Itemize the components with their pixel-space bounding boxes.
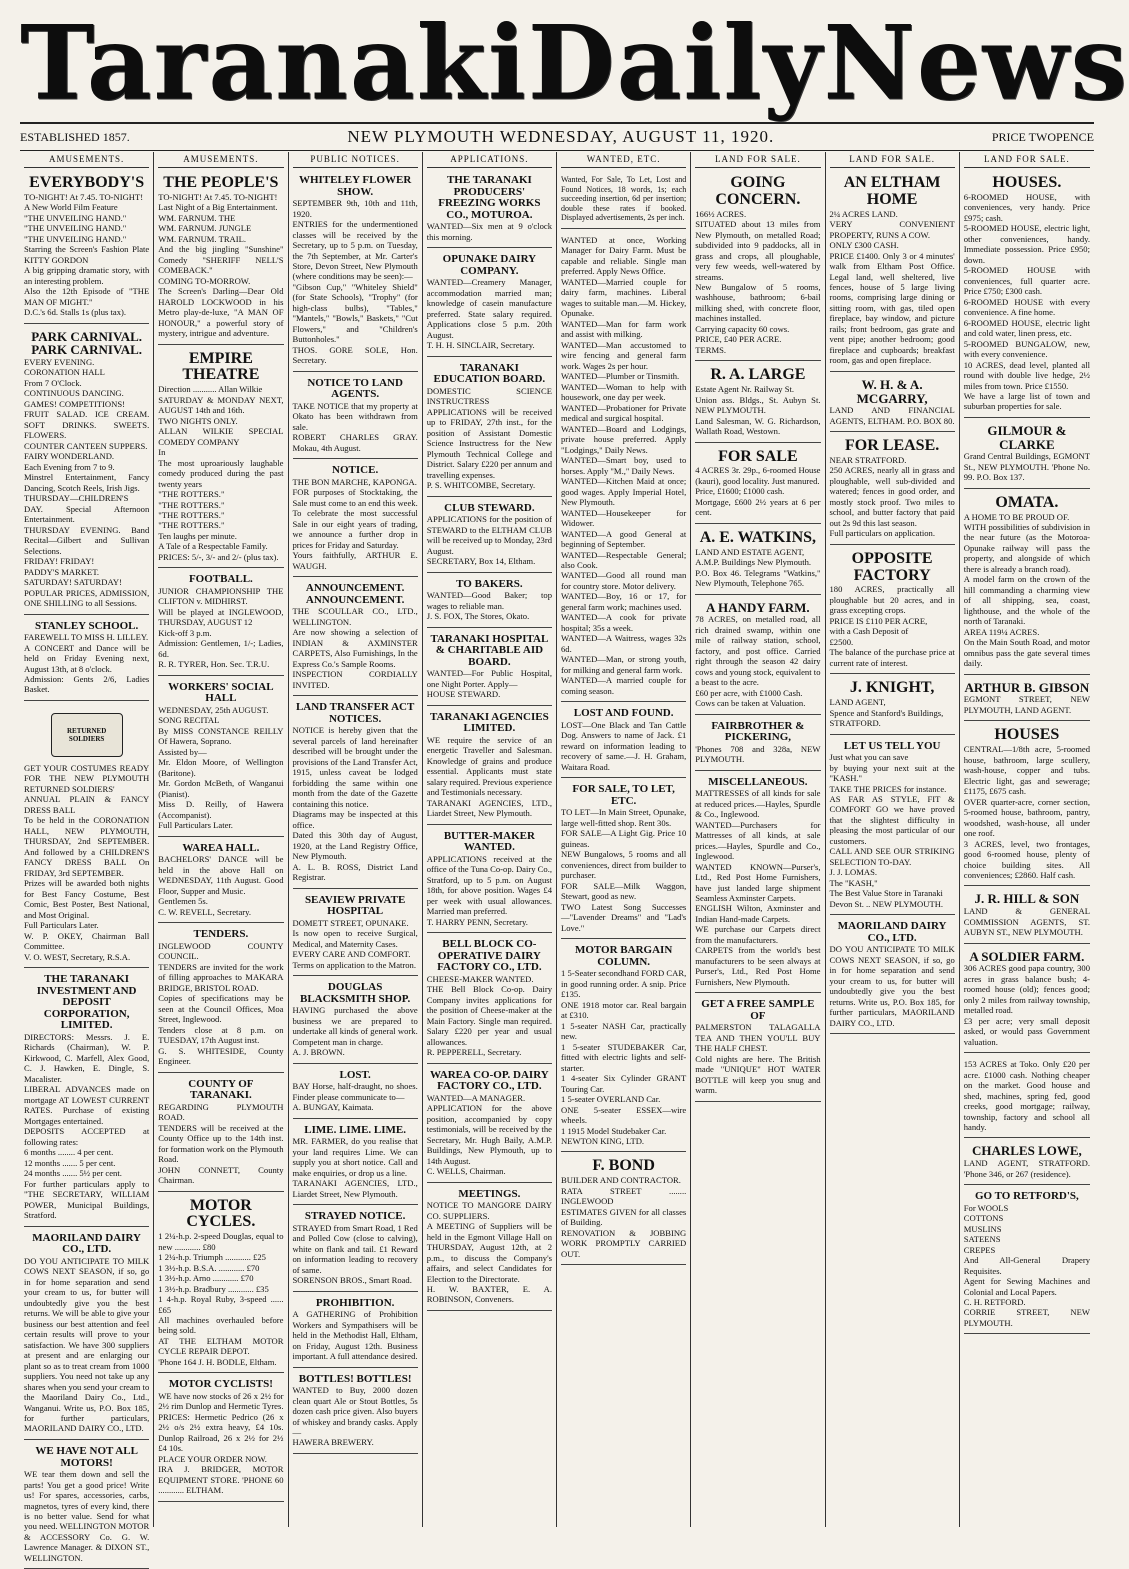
ad-heading: W. H. & A. MCGARRY,	[856, 376, 928, 406]
ad-heading: WAREA HALL.	[182, 841, 260, 854]
advertisement	[158, 1376, 283, 1501]
ad-body: 1 2¼-h.p. 2-speed Douglas, equal to new ............ £80 1 2¼-h.p. Triumph ............ £25 1 3½-h.p. B.S.A. ............ £70 1 3½-h.p. Arno ............ £70 1 3½-h.p. Bradbury ............ £35 1 4-h.p. Royal Ruby, 3-speed ...... £65 All machines overhauled before being sold. AT THE ELTHAM MOTOR CYCLE REPAIR DEPOT. 'Phone 164 J. H. BODLE, Eltham.	[158, 1231, 284, 1367]
ad-body: NEAR STRATFORD. 250 ACRES, nearly all in grass and ploughable, well sub-divided and watered; fences in good order, and mostly stock proof. Two miles to school, and butter factory that paid out 2s 9d this last season. Full particulars on application.	[829, 454, 955, 539]
ad-body: NOTICE TO MANGORE DAIRY CO. SUPPLIERS. A MEETING of Suppliers will be held in the Egmont Village Hall on THURSDAY, August 12th, at 2 p.m., to discuss the Company's affairs, and select Candidates for Election to the Directorate. H. W. BAXTER, E. A. ROBINSON, Conveners.	[426, 1200, 552, 1305]
ad-body: APPLICATIONS for the position of STEWARD to the ELTHAM CLUB will be received up to Monday, 23rd August. SECRETARY, Box 14, Eltham.	[426, 514, 552, 567]
masthead-word-3: News	[823, 2, 1129, 124]
ad-heading: MOTOR BARGAIN COLUMN.	[574, 944, 673, 968]
column-3	[289, 152, 423, 1527]
ad-body: 78 ACRES, on metalled road, all rich drained swamp, within one mile of railway station, school, factory, and post office. Carried right through the season 42 dairy cows and young stock, equivalent to a beast to the acre. £60 per acre, with £1000 Cash. Cows can be taken at Valuation.	[695, 614, 821, 709]
ad-body: STRAYED from Smart Road, 1 Red and Polled Cow (close to calving), white on flank and tail. £1 Reward on information leading to recovery of same. SORENSON BROS., Smart Road.	[292, 1222, 418, 1286]
advertisement	[293, 172, 418, 372]
price: PRICE TWOPENCE	[991, 129, 1094, 144]
ad-heading: TARANAKI HOSPITAL & CHARITABLE AID BOARD.	[430, 632, 549, 668]
ad-heading: MOTOR CYCLISTS!	[168, 1378, 273, 1391]
ad-heading: OPPOSITE FACTORY	[851, 549, 933, 584]
ad-heading: OMATA.	[995, 493, 1059, 511]
ad-heading: COUNTY OF TARANAKI.	[188, 1077, 254, 1102]
advertisement	[427, 709, 552, 825]
advertisement	[695, 364, 820, 442]
ad-body: 1 5-Seater secondhand FORD CAR, in good running order. A snip. Price £135. ONE 1918 motor car. Real bargain at £310. 1 5-seater NASH Car, practically new. 1 5-seater STUDEBAKER Car, fitted with electric lights and self-starter. 1 4-seater Six Cylinder GRANT Touring Car. 1 5-seater OVERLAND Car. ONE 5-seater ESSEX—wire wheels. 1 1915 Model Studebaker Car. NEWTON KING, LTD.	[561, 968, 687, 1146]
ad-body: SEPTEMBER 9th, 10th and 11th, 1920. ENTRIES for the undermentioned classes will be received by the Secretary, up to 5 p.m. on Tuesday, the 7th September, at Mr. Carter's Store, Devon Street, New Plymouth (where conditions may be seen):— "Gibson Cup," "Whiteley Shield" (for State Schools), "Trophy" (for high-class bulbs), "Tables," "Mantels," "Bowls," Baskets," "Cut Flowers," and "Children's Buttonholes." THOS. GORE SOLE, Hon. Secretary.	[292, 198, 418, 366]
advertisement	[293, 1295, 418, 1368]
ad-heading: BOTTLES! BOTTLES!	[298, 1372, 412, 1385]
ad-body: GET YOUR COSTUMES READY FOR THE NEW PLYMOUTH RETURNED SOLDIERS' ANNUAL PLAIN & FANCY DRESS BALL To be held in the CORONATION HALL, NEW PLYMOUTH, THURSDAY, 2nd SEPTEMBER. And followed by a CHILDREN'S FANCY DRESS BALL On FRIDAY, 3rd SEPTEMBER. Prizes will be awarded both nights for Best Fancy Costume, Best Comic, Best Poster, Best National, and Most Original. Full Particulars Later. W. P. OKEY, Chairman Ball Committee. V. O. WEST, Secretary, R.S.A.	[24, 762, 150, 962]
advertisement	[695, 446, 820, 524]
advertisement	[830, 548, 955, 674]
ad-heading: WHITELEY FLOWER SHOW.	[298, 174, 412, 198]
advertisement	[427, 1186, 552, 1311]
ad-body: TO-NIGHT! At 7.45. TO-NIGHT! Last Night of a Big Entertainment. WM. FARNUM. THE WM. FARNUM. JUNGLE WM. FARNUM. TRAIL. And the big jingling "Sunshine" Comedy "SHERIFF NELL'S COMEBACK." COMING TO-MORROW. The Screen's Darling—Dear Old HAROLD LOCKWOOD in his Metro play-de-luxe, "A MAN OF HONOUR," a powerful story of mystery, intrigue and adventure.	[158, 191, 284, 339]
ad-heading: FAIRBROTHER & PICKERING,	[711, 719, 805, 744]
advertisement	[830, 677, 955, 734]
advertisement	[830, 918, 955, 1034]
ad-heading: AN ELTHAM HOME	[843, 174, 941, 208]
ad-heading: PARK CARNIVAL. PARK CARNIVAL.	[31, 328, 142, 358]
masthead-word-2: Daily	[527, 2, 824, 124]
ad-heading: TO BAKERS.	[456, 577, 523, 590]
advertisement	[24, 704, 149, 968]
ad-body: JUNIOR CHAMPIONSHIP THE CLIFTON v. MIDHIRST. Will be played at INGLEWOOD, THURSDAY, AUGUST 12 Kick-off 3 p.m. Admission: Gentlemen, 1/-; Ladies, 6d. R. R. TYRER, Hon. Sec. T.R.U.	[158, 585, 284, 670]
advertisement	[561, 942, 686, 1152]
advertisement	[24, 1443, 149, 1569]
advertisement	[158, 840, 283, 923]
ad-heading: F. BOND	[592, 1157, 655, 1175]
ad-heading: HOUSES	[994, 726, 1060, 744]
ad-body: 4 ACRES 3r. 29p., 6-roomed House (kauri), good locality. Just manured. Price, £1600; £1000 cash. Mortgage, £600 2½ years at 6 per cent.	[695, 465, 821, 518]
ad-heading: A HANDY FARM.	[706, 599, 810, 615]
advertisement	[964, 492, 1090, 675]
ad-heading: THE TARANAKI INVESTMENT AND DEPOSIT CORPORATION, LIMITED.	[36, 973, 137, 1032]
ad-body: WANTED—Creamery Manager, accommodation married man; knowledge of casein manufacture preferred. State salary required. Applications close 5 p.m. 20th August. T. H. H. SINCLAIR, Secretary.	[426, 277, 552, 351]
ad-body: TO LET—In Main Street, Opunake, large well-fitted shop. Rent 30s. FOR SALE—A Light Gig. Price 10 guineas. NEW Bungalows, 5 rooms and all conveniences, direct from builder to purchaser. FOR SALE—Milk Waggon, Stewart, good as new. TWO Latest Song Successes—"Lavender Dreams" and "Lad's Love."	[561, 807, 687, 933]
ad-body: DOMESTIC SCIENCE INSTRUCTRESS APPLICATIONS will be received up to FRIDAY, 27th inst., for the position of Assistant Domestic Science Instructress for the New Plymouth Technical College and District. Salary £220 per annum and travelling expenses. P. S. WHITCOMBE, Secretary.	[426, 385, 552, 491]
column-heading: LAND FOR SALE.	[830, 152, 955, 168]
ad-body: EGMONT STREET, NEW PLYMOUTH, LAND AGENT.	[963, 694, 1090, 715]
column-1	[20, 152, 154, 1563]
ad-body: TAKE NOTICE that my property at Okato has been withdrawn from sale. ROBERT CHARLES GRAY. Mokau, 4th August.	[292, 400, 418, 453]
ad-body: BUILDER AND CONTRACTOR. RATA STREET ........ INGLEWOOD ESTIMATES GIVEN for all classes of Building. RENOVATION & JOBBING WORK PROMPTLY CARRIED OUT.	[561, 1175, 687, 1259]
masthead	[20, 2, 1129, 124]
ad-heading: GO TO RETFORD'S,	[974, 1190, 1079, 1203]
advertisement	[695, 996, 820, 1101]
advertisement	[158, 926, 283, 1072]
advertisement	[695, 718, 820, 771]
ad-heading: HOUSES.	[992, 174, 1062, 191]
ad-heading: FOR LEASE.	[845, 437, 940, 455]
ad-heading: PROHIBITION.	[315, 1296, 395, 1309]
advertisement	[427, 828, 552, 933]
advertisement	[24, 327, 149, 615]
columns	[20, 152, 1094, 1563]
advertisement	[561, 705, 686, 778]
advertisement	[695, 598, 820, 715]
ad-heading: GET A FREE SAMPLE OF	[701, 998, 815, 1022]
advertisement	[561, 232, 686, 702]
advertisement	[830, 738, 955, 916]
ad-body: NOTICE is hereby given that the several parcels of land hereinafter described will be brought under the provisions of the Land Transfer Act, 1915, unless caveat be lodged forbidding the same within one month from the date of the Gazette containing this notice. Diagrams may be inspected at this office. Dated this 30th day of August, 1920, at the Land Registry Office, New Plymouth. A. L. B. ROSS, District Land Registrar.	[292, 725, 418, 883]
ad-heading: TARANAKI EDUCATION BOARD.	[433, 361, 546, 386]
ad-heading: LAND TRANSFER ACT NOTICES.	[295, 701, 415, 725]
advertisement	[158, 1076, 283, 1192]
ad-heading: MAORILAND DAIRY CO., LTD.	[32, 1231, 141, 1256]
column-heading: LAND FOR SALE.	[964, 152, 1090, 168]
ad-heading: GOING CONCERN.	[715, 174, 801, 208]
ad-heading: J. KNIGHT,	[849, 679, 935, 697]
ad-body: WANTED to Buy, 2000 dozen clean quart Ale or Stout Bottles, 5s dozen cash price given. Also buyers of whiskey and brandy casks. Apply— HAWERA BREWERY.	[292, 1385, 418, 1448]
ad-body: WANTED—Good Baker; top wages to reliable man. J. S. FOX, The Stores, Okato.	[426, 590, 552, 622]
dateline	[20, 122, 1094, 151]
advertisement	[830, 375, 955, 432]
advertisement	[427, 631, 552, 706]
ad-body: A GATHERING of Prohibition Workers and Sympathisers will be held in the Methodist Hall, Eltham, on Friday, August 12th. Business important. A full attendance desired.	[292, 1309, 418, 1362]
date-line-center: NEW PLYMOUTH WEDNESDAY, AUGUST 11, 1920.	[347, 127, 775, 146]
ad-body: HAVING purchased the above business we are prepared to undertake all kinds of general work. Competent man in charge. A. J. BROWN.	[292, 1005, 418, 1058]
advertisement	[964, 1141, 1090, 1185]
ad-heading: DOUGLAS BLACKSMITH SHOP.	[300, 981, 411, 1005]
returned-soldiers-logo: RETURNED SOLDIERS	[51, 713, 123, 757]
advertisement	[158, 172, 283, 345]
advertisement	[158, 1195, 283, 1374]
ad-heading: BUTTER-MAKER WANTED.	[443, 829, 535, 854]
ad-body: Wanted, For Sale, To Let, Lost and Found Notices, 18 words, 1s; each succeeding insertion, 6d per insertion; double these rates if booked. Displayed advertisements, 2s per inch.	[561, 175, 687, 223]
column-heading: PUBLIC NOTICES.	[293, 152, 418, 168]
column-4	[423, 152, 557, 1527]
ad-heading: STANLEY SCHOOL.	[34, 619, 139, 632]
ad-body: For WOOLS COTTONS MUSLINS SATEENS CREPES And All-General Drapery Requisites. Agent for Sewing Machines and Colonial and Local Papers. C. H. RETFORD. CORRIE STREET, NEW PLYMOUTH.	[963, 1202, 1090, 1328]
ad-heading: TARANAKI AGENCIES LIMITED.	[430, 710, 549, 735]
ad-heading: R. A. LARGE	[710, 366, 806, 384]
advertisement	[964, 678, 1090, 722]
advertisement	[24, 618, 149, 701]
column-heading: LAND FOR SALE.	[695, 152, 820, 168]
advertisement	[427, 172, 552, 248]
ad-heading: CLUB STEWARD.	[444, 501, 535, 514]
advertisement	[427, 360, 552, 497]
ad-heading: LOST.	[339, 1068, 371, 1081]
ad-body: THE SCOULLAR CO., LTD., WELLINGTON. Are now showing a selection of INDIAN & AXMINSTER CARPETS, Also Furnishings, In the Express Co.'s Sample Rooms. INSPECTION CORDIALLY INVITED.	[292, 606, 418, 690]
ad-body: DO YOU ANTICIPATE TO MILK COWS NEXT SEASON, if so, go in for home separation and send your cream to us, for butter will undoubtedly give you the best returns. We will be able to give your business our best attention and feel certain results will prove to your satisfaction. We have 300 suppliers at present and are enlarging our plant so as to treat cream from 1000 suppliers. You need not take up any shares when you send your cream to the Maoriland Dairy Co., Ltd., Wanganui. Write us, P.O. Box 185, for further particulars, MAORILAND DAIRY CO., LTD.	[24, 1255, 150, 1434]
column-5	[557, 152, 691, 1527]
ad-heading: OPUNAKE DAIRY COMPANY.	[442, 253, 537, 277]
advertisement	[24, 172, 149, 324]
ad-heading: SEAVIEW PRIVATE HOSPITAL	[304, 893, 406, 918]
ad-body: THE BON MARCHE, KAPONGA. FOR purposes of Stocktaking, the Sale must come to an end this week. To celebrate the most successful Sale in our eight years of trading, we announce a further drop in prices for Friday and Saturday. Yours faithfully, ARTHUR E. WAUGH.	[292, 476, 418, 571]
advertisement	[561, 1155, 686, 1265]
advertisement	[830, 172, 955, 372]
ad-heading: THE PEOPLE'S	[163, 174, 279, 191]
ad-body: MATTRESSES of all kinds for sale at reduced prices.—Hayles, Spurdle & Co., Inglewood. WANTED—Purchasers for Mattresses of all kinds, at sale prices.—Hayles, Spurdle and Co., Inglewood. WANTED KNOWN—Purser's, Ltd., Red Post Home Furnishers, have just landed large shipment Seamless Axminster Carpets. ENGLISH Wilton, Axminster and Indian Hand-made Carpets. WE purchase our Carpets direct from the manufacturers. CARPETS from the world's best manufacturers to be seen always at Purser's, Ltd., Red Post Home Furnishers, New Plymouth.	[695, 788, 821, 987]
ad-body: WE require the service of an energetic Traveller and Salesman. Knowledge of grains and produce essential. Applicants must state salary required. Previous experience and Testimonials necessary. TARANAKI AGENCIES, LTD., Liardet Street, New Plymouth.	[426, 734, 552, 819]
ad-heading: MOTOR CYCLES.	[186, 1196, 256, 1231]
column-heading: AMUSEMENTS.	[158, 152, 283, 168]
ad-body: LAND AGENT, Spence and Stanford's Buildings, STRATFORD.	[829, 697, 944, 729]
advertisement	[695, 774, 820, 994]
ad-body: A HOME TO BE PROUD OF. WITH possibilities of subdivision in the near future (as the Motoroa-Opunake railway will pass the property, and alongside of which there is already a branch road). A model farm on the crown of the hill commanding a charming view of all shipping, sea, coast, lighthouse, and the whole of the north of Taranaki. AREA 119¼ ACRES. On the Main South Road, and motor omnibus pass the gate several times daily.	[963, 511, 1090, 669]
advertisement	[964, 1188, 1090, 1334]
advertisement	[427, 500, 552, 573]
ad-heading: A. E. WATKINS,	[699, 528, 817, 546]
ad-heading: GILMOUR & CLARKE	[987, 422, 1067, 452]
advertisement	[964, 1056, 1090, 1138]
advertisement	[964, 421, 1090, 489]
advertisement	[158, 571, 283, 675]
advertisement	[964, 947, 1090, 1054]
ad-body: Just what you can save by buying your next suit at the "KASH." TAKE THE PRICES for instance. AS FAR AS STYLE, FIT & COMFORT GO we have proved that the slightest difficulty in pleasing the most particular of our customers. CALL AND SEE OUR STRIKING SELECTION TO-DAY. J. J. LOMAS. The "KASH," The Best Value Store in Taranaki Devon St. .. NEW PLYMOUTH.	[829, 752, 955, 909]
ad-body: WANTED—A MANAGER. APPLICATION for the above position, accompanied by copy testimonials, will be received by the Secretary, Mr. Hugh Baily, A.M.P. Buildings, New Plymouth, up to 14th August. C. WELLS, Chairman.	[426, 1092, 552, 1177]
ad-heading: THE TARANAKI PRODUCERS' FREEZING WORKS CO., MOTUROA.	[438, 174, 541, 221]
ad-body: DO YOU ANTICIPATE TO MILK COWS NEXT SEASON, if so, go in for home separation and send your cream to us, for butter will undoubtedly give you the best returns. Write us, P.O. Box 185, for further particulars, MAORILAND DAIRY CO., LTD.	[829, 944, 955, 1028]
column-heading: AMUSEMENTS.	[24, 152, 149, 168]
ad-body: LAND AND FINANCIAL AGENTS, ELTHAM. P.O. BOX 80.	[829, 405, 955, 426]
ad-body: INGLEWOOD COUNTY COUNCIL. TENDERS are invited for the work of filling approaches to MAKARA BRIDGE, BRISTOL ROAD. Copies of specifications may be seen at the Council Offices, Moa Street, Inglewood. Tenders close at 8 p.m. on TUESDAY, 17th August inst. G. S. WHITESIDE, County Engineer.	[158, 940, 284, 1067]
ad-body: Grand Central Buildings, EGMONT St., NEW PLYMOUTH. 'Phone No. 99. P.O. Box 137.	[963, 451, 1090, 483]
ad-body: WANTED—For Public Hospital, one Night Porter. Apply— HOUSE STEWARD.	[426, 668, 552, 700]
ad-heading: LIME. LIME. LIME.	[304, 1123, 406, 1136]
advertisement	[24, 971, 149, 1226]
ad-body: Direction ........... Allan Wilkie SATURDAY & MONDAY NEXT, AUGUST 14th and 16th. TWO NIGHTS ONLY. ALLAN WILKIE SPECIAL COMEDY COMPANY In The most uproariously laughable comedy produced during the past twenty years "THE ROTTERS." "THE ROTTERS." "THE ROTTERS." "THE ROTTERS." Ten laughs per minute. A Tale of a Respectable Family. PRICES: 5/-, 3/- and 2/- (plus tax).	[158, 384, 284, 562]
advertisement	[293, 580, 418, 696]
ad-body: MR. FARMER, do you realise that your land requires Lime. We can supply you at short notice. Call and make enquiries, or drop us a line. TARANAKI AGENCIES, LTD., Liardet Street, New Plymouth.	[292, 1136, 418, 1199]
advertisement	[427, 1067, 552, 1183]
ad-body: REGARDING PLYMOUTH ROAD. TENDERS will be received at the County Office up to the 14th inst. for formation work on the Plymouth Road. JOHN CONNETT, County Chairman.	[158, 1101, 284, 1186]
advertisement	[427, 936, 552, 1064]
ad-heading: TENDERS.	[193, 928, 249, 941]
ad-heading: FOOTBALL.	[188, 573, 253, 586]
ad-heading: ANNOUNCEMENT. ANNOUNCEMENT.	[305, 582, 405, 606]
column-7	[826, 152, 960, 1527]
ad-body: 180 ACRES, practically all ploughable but 20 acres, and in grass excepting crops. PRICE IS £110 PER ACRE, with a Cash Deposit of £2500. The balance of the purchase price at current rate of interest.	[829, 584, 955, 668]
ad-heading: J. R. HILL & SON	[974, 891, 1080, 907]
ad-heading: BELL BLOCK CO-OPERATIVE DAIRY FACTORY CO., LTD.	[437, 938, 542, 974]
ad-heading: LOST AND FOUND.	[573, 707, 674, 720]
advertisement	[964, 172, 1090, 418]
ad-body: Estate Agent Nr. Railway St. Union ass. Bldgs., St. Aubyn St. NEW PLYMOUTH. Land Salesman, W. G. Richardson, Wallath Road, Westown.	[695, 384, 821, 437]
advertisement	[293, 462, 418, 577]
advertisement	[695, 527, 820, 595]
ad-body: 306 ACRES good papa country, 300 acres in grass balance bush; 4-roomed house (old); fences good; only 2 miles from railway township, metalled road. £3 per acre; very small deposit asked, or would pass Government valuation.	[963, 963, 1090, 1047]
ad-heading: WORKERS' SOCIAL HALL	[168, 680, 274, 705]
advertisement	[24, 1230, 149, 1440]
ad-body: APPLICATIONS received at the office of the Tuna Co-op. Dairy Co., Stratford, up to 5 p.m. on August 18th, for above position. Wages £4 per week with usual allowances. Married man preferred. T. HARRY PENN, Secretary.	[426, 853, 552, 927]
advertisement	[964, 724, 1090, 886]
ad-body: DIRECTORS: Messrs. J. E. Richards (Chairman), W. P. Kirkwood, C. Marfell, Alex Good, C. J. Hawken, E. Dingle, S. Macalister. LIBERAL ADVANCES made on mortgage AT LOWEST CURRENT RATES. Purchase of existing Mortgages entertained. DEPOSITS ACCEPTED at following rates: 6 months ........ 4 per cent. 12 months ....... 5 per cent. 24 months ....... 5½ per cent. For further particulars apply to "THE SECRETARY, WILLIAM POWER, Municipal Buildings, Stratford.	[24, 1031, 150, 1221]
advertisement	[293, 1122, 418, 1205]
advertisement	[293, 1208, 418, 1291]
advertisement	[427, 251, 552, 356]
advertisement	[964, 889, 1090, 943]
column-heading: APPLICATIONS.	[427, 152, 552, 168]
ad-heading: MISCELLANEOUS.	[708, 775, 808, 788]
ad-heading: CHARLES LOWE,	[971, 1143, 1082, 1159]
ad-body: WANTED—Six men at 9 o'clock this morning.	[426, 221, 552, 242]
ad-body: 2¼ ACRES LAND. VERY CONVENIENT PROPERTY, RUNS A COW. ONLY £300 CASH. PRICE £1400. Only 3 or 4 minutes' walk from Eltham Post Office. Legal land, well sheltered, live fences, house of 5 large living rooms, comprising large dining or sitting room, with gas, tiled open fireplace, bay window, and picture rails; front bedroom, gas grate and vent pipe; another bedroom; good fireplace and cupboards; breakfast room, gas and open fireplace.	[829, 208, 955, 366]
ad-heading: WE HAVE NOT ALL MOTORS!	[35, 1444, 138, 1469]
ad-heading: STRAYED NOTICE.	[304, 1210, 406, 1223]
ad-body: PALMERSTON TALAGALLA TEA AND THEN YOU'LL BUY THE HALF CHEST. Cold nights are here. The British made "UNIQUE" HOT WATER BOTTLE will keep you snug and warm.	[695, 1022, 821, 1096]
ad-body: 153 ACRES at Toko. Only £20 per acre. £1000 cash. Nothing cheaper on the market. Good house and shed, machines, spring fed, good creeks, good mortgage; railway, township, factory and school all handy.	[963, 1059, 1090, 1132]
masthead-word-1: Taranaki	[20, 2, 528, 124]
ad-heading: FOR SALE	[718, 447, 798, 465]
ad-body: LAND AGENT, STRATFORD. 'Phone 346, or 267 (residence).	[963, 1158, 1090, 1179]
advertisement	[561, 781, 686, 939]
ad-body: LOST—One Black and Tan Cattle Dog. Answers to name of Jack. £1 reward on information leading to recovery of same.—J. H. Graham, Waitara Road.	[561, 719, 687, 772]
advertisement	[830, 435, 955, 545]
ad-body: LAND AND ESTATE AGENT, A.M.P. Buildings New Plymouth. P.O. Box 46. Telegrams "Watkins," New Plymouth, Telephone 765.	[695, 546, 821, 589]
ad-heading: EMPIRE THEATRE	[182, 349, 260, 384]
ad-body: 166½ ACRES. SITUATED about 13 miles from New Plymouth, on metalled Road; subdivided into 9 paddocks, all in grass and crops, all ploughable, very few weeds, well-watered by streams. New Bungalow of 5 rooms, washhouse, bathroom; 6-bail milking shed, with concrete floor, machines installed. Carrying capacity 60 cows. PRICE, £40 PER ACRE. TERMS.	[695, 208, 821, 355]
advertisement	[561, 172, 686, 229]
ad-heading: LET US TELL YOU	[843, 739, 941, 752]
column-heading: WANTED, ETC.	[561, 152, 686, 168]
ad-heading: WAREA CO-OP. DAIRY FACTORY CO., LTD.	[430, 1068, 549, 1093]
ad-body: TO-NIGHT! At 7.45. TO-NIGHT! A New World Film Feature "THE UNVEILING HAND." "THE UNVEILING HAND." "THE UNVEILING HAND." Starring the Screen's Fashion Plate KITTY GORDON A big gripping dramatic story, with an interesting problem. Also the 12th Episode of "THE MAN OF MIGHT." D.C.'s 6d. Stalls 1s (plus tax).	[24, 191, 150, 318]
ad-body: EVERY EVENING. CORONATION HALL From 7 O'Clock. CONTINUOUS DANCING. GAMES! COMPETITIONS! FRUIT SALAD. ICE CREAM. SOFT DRINKS. SWEETS. FLOWERS. COUNTER CANTEEN SUPPERS. FAIRY WONDERLAND. Each Evening from 7 to 9. Minstrel Entertainment, Fancy Dancing, Scotch Reels, Irish Jigs. THURSDAY—CHILDREN'S DAY. Special Afternoon Entertainment. THURSDAY EVENING. Band Recital—Gilbert and Sullivan Selections. FRIDAY! FRIDAY! PADDY'S MARKET. SATURDAY! SATURDAY! POPULAR PRICES, ADMISSION, ONE SHILLING to all Sessions.	[24, 356, 150, 609]
column-8	[960, 152, 1094, 1527]
ad-body: 'Phones 708 and 328a, NEW PLYMOUTH.	[695, 743, 821, 765]
advertisement	[293, 375, 418, 460]
advertisement	[695, 172, 820, 361]
ad-body: WE tear them down and sell the parts! You get a good price! Write us! For spares, accessories, carbs, magnetos, tyres of every kind, there is no better value. Send for what you need. WELLINGTON MOTOR & ACCESSORY Co. G. W. Lawrence Manager. & DIXON ST., WELLINGTON.	[24, 1469, 150, 1563]
ad-body: BACHELORS' DANCE will be held in the above Hall on WEDNESDAY, 11th August. Good Floor, Supper and Music. Gentlemen 5s. C. W. REVELL, Secretary.	[158, 854, 284, 917]
advertisement	[293, 699, 418, 888]
advertisement	[293, 1067, 418, 1119]
established: ESTABLISHED 1857.	[20, 129, 130, 144]
ad-body: CENTRAL—1/8th acre, 5-roomed house, bathroom, large scullery, wash-house, copper and tubs. Electric light, gas and sewerage; £1175, £675 cash. OVER quarter-acre, corner section, 5-roomed house, bathroom, pantry, woodshed, wash-house, all under one roof. 3 ACRES, level, two frontages, good 6-roomed house, plenty of choice building sites. All conveniences; £2860. Half cash.	[963, 744, 1090, 880]
ad-body: BAY Horse, half-draught, no shoes. Finder please communicate to— A. BUNGAY, Kaimata.	[292, 1081, 418, 1113]
advertisement	[293, 979, 418, 1064]
ad-heading: A SOLDIER FARM.	[969, 948, 1085, 964]
column-2	[154, 152, 288, 1527]
advertisement	[427, 576, 552, 628]
advertisement	[158, 348, 283, 569]
ad-body: LAND & GENERAL COMMISSION AGENTS, ST. AUBYN ST., NEW PLYMOUTH.	[963, 906, 1090, 938]
ad-body: WANTED at once, Working Manager for Dairy Farm. Must be capable and reliable. Single man preferred. Apply News Office. WANTED—Married couple for dairy farm, machines. Liberal wages to suitable man.—M. Hickey, Opunake. WANTED—Man for farm work and assist with milking. WANTED—Man accustomed to wire fencing and general farm work. Wages 2s per hour. WANTED—Plumber or Tinsmith. WANTED—Woman to help with housework, one day per week. WANTED—Probationer for Private medical and surgical hospital. WANTED—Board and Lodgings, private house preferred. Apply "Lodgings," Daily News. WANTED—Smart boy, used to horses. Apply "M.," Daily News. WANTED—Kitchen Maid at once; good wages. Apply Imperial Hotel, New Plymouth. WANTED—Housekeeper for Widower. WANTED—A good General at beginning of September. WANTED—Respectable General; also Cook. WANTED—Good all round man for country store. Motor delivery. WANTED—Boy, 16 or 17, for general farm work; machines used. WANTED—A cook for private hospital; 35s a week. WANTED—A Waitress, wages 32s 6d. WANTED—Man, or strong youth, for milking and general farm work. WANTED—A married couple for coming season.	[561, 234, 687, 696]
ad-heading: NOTICE.	[332, 464, 379, 477]
ad-heading: NOTICE TO LAND AGENTS.	[307, 376, 403, 401]
advertisement	[293, 892, 418, 977]
ad-heading: FOR SALE, TO LET, ETC.	[572, 783, 675, 807]
ad-heading: EVERYBODY'S	[29, 174, 145, 191]
advertisement	[293, 1371, 418, 1454]
ad-body: CHEESE-MAKER WANTED. THE Bell Block Co-op. Dairy Company invites applications for the position of Cheese-maker at the Main Factory. Single man required. Salary £220 per year and usual allowances. R. PEPPERELL, Secretary.	[426, 973, 552, 1058]
ad-heading: ARTHUR B. GIBSON	[964, 679, 1090, 695]
ad-body: FAREWELL TO MISS H. LILLEY. A CONCERT and Dance will be held on Friday Evening next, August 13th, at 8 o'clock. Admission: Gents 2/6, Ladies Basket.	[24, 632, 150, 695]
column-6	[691, 152, 825, 1527]
ad-body: WEDNESDAY, 25th AUGUST. SONG RECITAL By MISS CONSTANCE REILLY Of Hawera, Soprano. Assisted by— Mr. Eldon Moore, of Wellington (Baritone). Mr. Gordon McBeth, of Wanganui (Pianist). Miss D. Reilly, of Hawera (Accompanist). Full Particulars Later.	[158, 704, 284, 831]
ad-heading: MEETINGS.	[458, 1187, 521, 1200]
ad-body: 6-ROOMED HOUSE, with conveniences, very handy. Price £975; cash. 5-ROOMED HOUSE, electric light, other conveniences, handy. Immediate possession. Price £950; down. 5-ROOMED HOUSE with conveniences, full quarter acre. Price £750; £300 cash. 6-ROOMED HOUSE with every convenience. A fine home. 6-ROOMED HOUSE, electric light and cold water, linen press, etc. 5-ROOMED BUNGALOW, new, with every convenience. 10 ACRES, dead level, planted all round with double live hedge, 2½ miles from town. Price £1550. We have a large list of town and suburban properties for sale.	[963, 191, 1090, 412]
ad-body: DOMETT STREET, OPUNAKE. Is now open to receive Surgical, Medical, and Maternity Cases. EVERY CARE AND COMFORT. Terms on application to the Matron.	[292, 917, 418, 970]
advertisement	[158, 679, 283, 837]
ad-heading: MAORILAND DAIRY CO., LTD.	[837, 920, 947, 944]
ad-body: WE have now stocks of 26 x 2½ for 2½ rim Dunlop and Hermetic Tyres. PRICES: Hermetic Pedrico (26 x 2½ o/s 2½ extra heavy, £4 10s. Dunlop Railroad, 26 x 2½ for 2½ £4 10s. PLACE YOUR ORDER NOW. IRA J. BRIDGER, MOTOR EQUIPMENT STORE. 'PHONE 60 ............ ELTHAM.	[158, 1390, 284, 1496]
